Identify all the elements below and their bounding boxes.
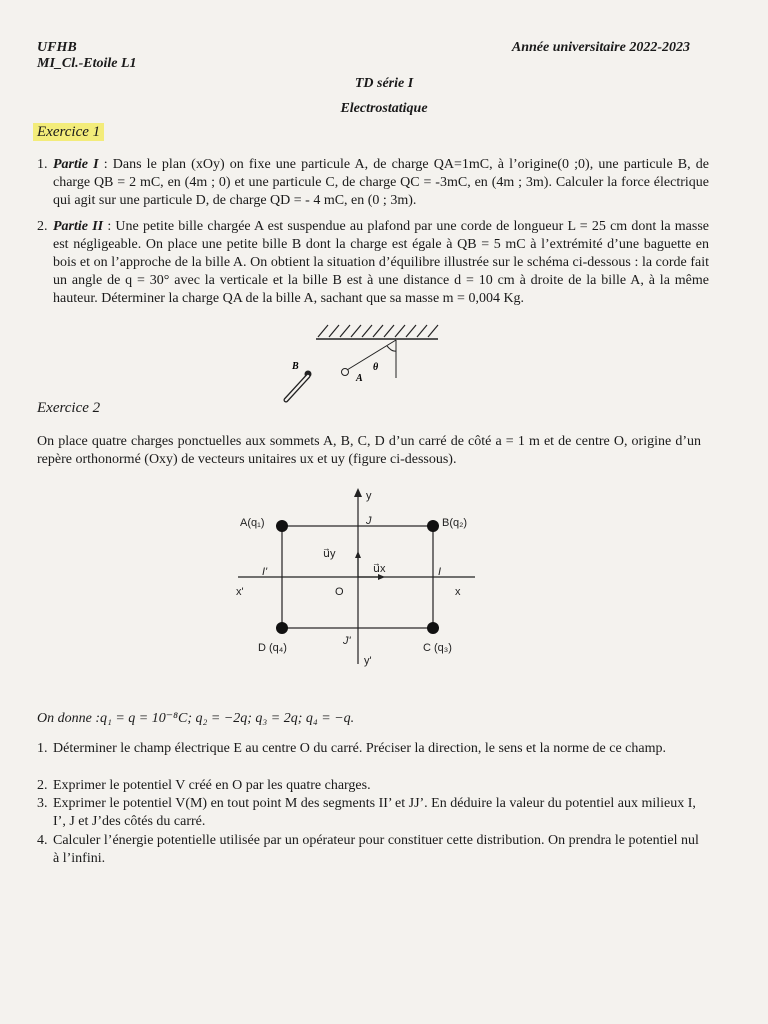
label-b: B <box>292 361 299 372</box>
exercise-2-intro: On place quatre charges ponctuelles aux sommets A, B, C, D d’un carré de côté a = 1 m et de centre O, origine d’un repère orthonormé (Oxy) de vecteurs unitaires ux et uy (figure ci-dessous). <box>37 434 701 467</box>
exercise-2-question-4: 4. Calculer l’énergie potentielle utilisée par un opérateur pour constituer cette distribution. On prendra le potentiel nul à l’infini. <box>37 833 699 866</box>
label-o: O <box>335 586 344 598</box>
label-y: y <box>366 490 372 502</box>
label-c: C (q₃) <box>423 642 452 654</box>
charge-d <box>276 622 288 634</box>
charge-c <box>427 622 439 634</box>
exercise-1-item-1: 1. Partie I : Dans le plan (xOy) on fixe une particule A, de charge QA=1mC, à l’origine(0 ;0), une particule B, de charge QB = 2 mC, en (4m ; 0) et une particule C, de charge QC = -3mC, en (4m ; 3m). Calculer la force électrique qui agit sur une particule D, de charge QD = - 4 mC, en (0 ; 3m). <box>37 157 709 208</box>
label-a: A(q₁) <box>240 517 265 529</box>
y-arrow <box>354 488 362 497</box>
charge-a <box>276 520 288 532</box>
series-title: TD série I <box>354 76 414 91</box>
exercise-2-question-2: 2. Exprimer le potentiel V créé en O par les quatre charges. <box>37 778 371 793</box>
label-theta: θ <box>373 362 379 373</box>
ball-a <box>342 369 349 376</box>
label-a: A <box>356 373 363 384</box>
label-j: J <box>366 515 372 527</box>
charge-b <box>427 520 439 532</box>
string-line <box>347 340 396 370</box>
label-uy: u⃗y <box>323 548 336 560</box>
exercise-1-title: Exercice 1 <box>33 124 104 141</box>
label-d: D (q₄) <box>258 642 287 654</box>
exercise-2-question-1: 1. Déterminer le champ électrique E au centre O du carré. Préciser la direction, le sens et la norme de ce champ. <box>37 741 666 756</box>
exercise-1-item-2: 2. Partie II : Une petite bille chargée A est suspendue au plafond par une corde de longueur L = 25 cm dont la masse est négligeable. On place une petite bille B dont la charge est égale à QB = 5 mC à l’extrémité d’une baguette en bois et on l’approche de la bille A. On obtient la situation d’équilibre illustrée sur le schéma ci-dessous : la corde fait un angle de q = 30° avec la verticale et la bille B est à une distance d = 10 cm à droite de la bille A, à la même hauteur. Déterminer la charge QA de la bille A, sachant que sa masse m = 0,004 Kg. <box>37 219 710 306</box>
label-y-prime: y' <box>364 655 372 667</box>
academic-year: Année universitaire 2022-2023 <box>511 40 690 55</box>
label-i: I <box>438 566 442 578</box>
institution: UFHB <box>37 40 77 55</box>
label-ux: u⃗x <box>373 563 386 575</box>
square-figure <box>230 484 480 672</box>
label-i-prime: I' <box>262 566 268 578</box>
exercise-2-title: Exercice 2 <box>37 400 101 416</box>
exercise-2-given: On donne :q₁ = q = 10⁻⁸C; q₂ = −2q; q₃ = 2q; q₄ = −q. <box>37 711 355 726</box>
label-x-prime: x' <box>236 586 244 598</box>
class-name: MI_Cl.-Etoile L1 <box>37 56 137 71</box>
label-x: x <box>455 586 461 598</box>
label-b: B(q₂) <box>442 517 468 529</box>
subject-title: Electrostatique <box>340 101 428 116</box>
exercise-2-question-3: 3. Exprimer le potentiel V(M) en tout point M des segments II’ et JJ’. En déduire la valeur du potentiel aux milieux I, I’, J et J’des côtés du carré. <box>37 796 696 829</box>
ceiling-hatching <box>318 325 438 337</box>
angle-arc <box>387 346 396 351</box>
pendulum-figure <box>270 318 450 410</box>
label-j-prime: J' <box>343 635 351 647</box>
